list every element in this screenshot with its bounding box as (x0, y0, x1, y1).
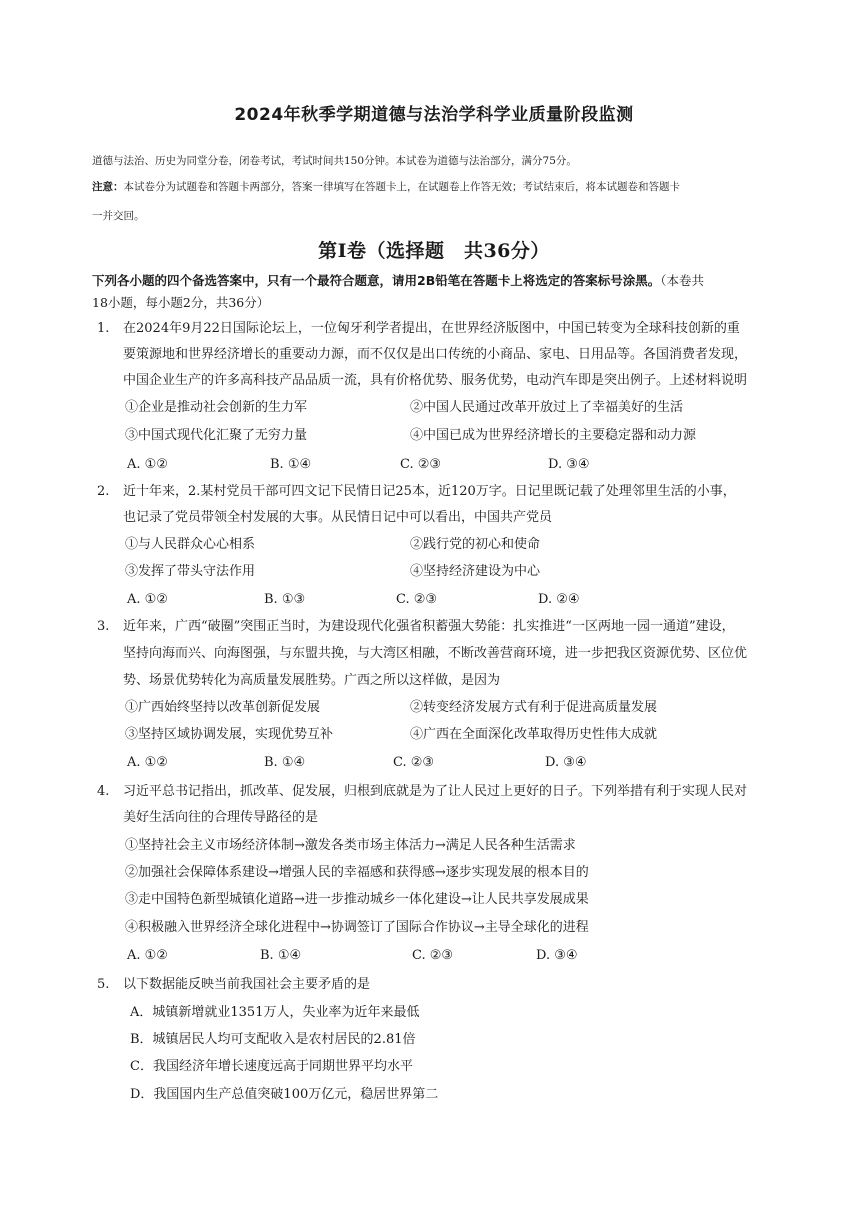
statement-option: ④中国已成为世界经济增长的主要稳定器和动力源 (410, 428, 697, 443)
answer-choice: A．城镇新增就业1351万人，失业率为近年来最低 (130, 1005, 420, 1020)
answer-choice: C. ②③ (393, 755, 435, 770)
attention-text: 本试卷分为试题卷和答题卡两部分，答案一律填写在答题卡上，在试题卷上作答无效；考试结束后，将本试题卷和答题卡 (123, 181, 680, 193)
statement-option: ①企业是推动社会创新的生力军 (125, 400, 308, 415)
question-stem-line: 中国企业生产的许多高科技产品品质一流，具有价格优势、服务优势，电动汽车即是突出例子。上述材料说明 (123, 373, 748, 388)
exam-note: 道德与法治、历史为同堂分卷，闭卷考试，考试时间共150分钟。本试卷为道德与法治部分，满分75分。 (92, 155, 577, 167)
answer-choice: C. ②③ (396, 592, 438, 607)
statement-option: ②践行党的初心和使命 (410, 537, 541, 552)
statement-option: ④广西在全面深化改革取得历史性伟大成就 (410, 727, 658, 742)
attention-label: 注意： (92, 181, 124, 193)
instruction-cont: 18小题，每小题2分，共36分） (92, 295, 270, 310)
statement-option: ①坚持社会主义市场经济体制→激发各类市场主体活力→满足人民各种生活需求 (125, 838, 576, 853)
answer-choice: D. ③④ (536, 948, 578, 963)
question-number: 1. (97, 321, 110, 336)
question-stem-line: 习近平总书记指出，抓改革、促发展，归根到底就是为了让人民过上更好的日子。下列举措有利于实现人民对 (123, 784, 748, 799)
statement-option: ①广西始终坚持以改革创新促发展 (125, 700, 321, 715)
question-number: 4. (97, 784, 110, 799)
question-stem-line: 势、场景优势转化为高质量发展胜势。广西之所以这样做，是因为 (123, 673, 501, 688)
answer-choice: D. ②④ (538, 592, 580, 607)
answer-choice: D. ③④ (548, 457, 590, 472)
statement-option: ②转变经济发展方式有利于促进高质量发展 (410, 700, 658, 715)
answer-choice: A. ①② (127, 592, 168, 607)
statement-option: ①与人民群众心心相系 (125, 537, 256, 552)
question-stem-line: 近十年来，2.某村党员干部可四文记下民情日记25本，近120万字。日记里既记载了处理邻里生活的小事， (123, 484, 736, 499)
answer-choice: D. ③④ (545, 755, 587, 770)
answer-choice: A. ①② (127, 457, 168, 472)
answer-choice: A. ①② (127, 948, 168, 963)
statement-option: ③走中国特色新型城镇化道路→进一步推动城乡一体化建设→让人民共享发展成果 (125, 892, 589, 907)
answer-choice: B．城镇居民人均可支配收入是农村居民的2.81倍 (130, 1032, 416, 1047)
instruction-tail: （本卷共 (660, 273, 704, 288)
statement-option: ③中国式现代化汇聚了无穷力量 (125, 428, 308, 443)
section-title: 第Ⅰ卷（选择题 共36分） (318, 240, 550, 262)
statement-option: ②加强社会保障体系建设→增强人民的幸福感和获得感→逐步实现发展的根本目的 (125, 865, 589, 880)
question-stem-line: 美好生活向往的合理传导路径的是 (123, 810, 319, 825)
question-number: 3. (97, 619, 110, 634)
statement-option: ④积极融入世界经济全球化进程中→协调签订了国际合作协议→主导全球化的进程 (125, 920, 589, 935)
attention-note-cont: 一并交回。 (92, 210, 145, 222)
question-stem-line: 以下数据能反映当前我国社会主要矛盾的是 (123, 977, 371, 992)
answer-choice: B. ①④ (270, 457, 312, 472)
section-instruction (92, 270, 792, 292)
answer-choice: B. ①④ (260, 948, 302, 963)
statement-option: ④坚持经济建设为中心 (410, 564, 541, 579)
answer-choice: C. ②③ (400, 457, 442, 472)
question-stem-line: 在2024年9月22日国际论坛上，一位匈牙利学者提出，在世界经济版图中，中国已转变为全球科技创新的重 (123, 321, 740, 336)
question-number: 5. (97, 977, 110, 992)
statement-option: ③坚持区域协调发展，实现优势互补 (125, 727, 334, 742)
answer-choice: C．我国经济年增长速度远高于同期世界平均水平 (130, 1059, 413, 1074)
answer-choice: B. ①④ (264, 755, 306, 770)
question-stem-line: 要策源地和世界经济增长的重要动力源，而不仅仅是出口传统的小商品、家电、日用品等。各国消费者发现， (123, 347, 748, 362)
question-stem-line: 坚持向海而兴、向海图强，与东盟共挽，与大湾区相融，不断改善营商环境，进一步把我区资源优势、区位优 (123, 646, 748, 661)
answer-choice: D．我国国内生产总值突破100万亿元，稳居世界第二 (130, 1087, 439, 1102)
statement-option: ②中国人民通过改革开放过上了幸福美好的生活 (410, 400, 684, 415)
instruction-bold: 下列各小题的四个备选答案中，只有一个最符合题意，请用2B铅笔在答题卡上将选定的答案标号涂黑。 (92, 273, 661, 288)
exam-title: 2024年秋季学期道德与法治学科学业质量阶段监测 (234, 105, 634, 125)
attention-note (92, 176, 792, 198)
question-number: 2. (97, 484, 110, 499)
answer-choice: A. ①② (127, 755, 168, 770)
statement-option: ③发挥了带头守法作用 (125, 564, 256, 579)
answer-choice: B. ①③ (264, 592, 306, 607)
question-stem-line: 近年来，广西“破圈”突围正当时，为建设现代化强省积蓄强大势能：扎实推进“一区两地一园一通道”建设， (123, 619, 735, 634)
question-stem-line: 也记录了党员带领全村发展的大事。从民情日记中可以看出，中国共产党员 (123, 510, 553, 525)
answer-choice: C. ②③ (412, 948, 454, 963)
